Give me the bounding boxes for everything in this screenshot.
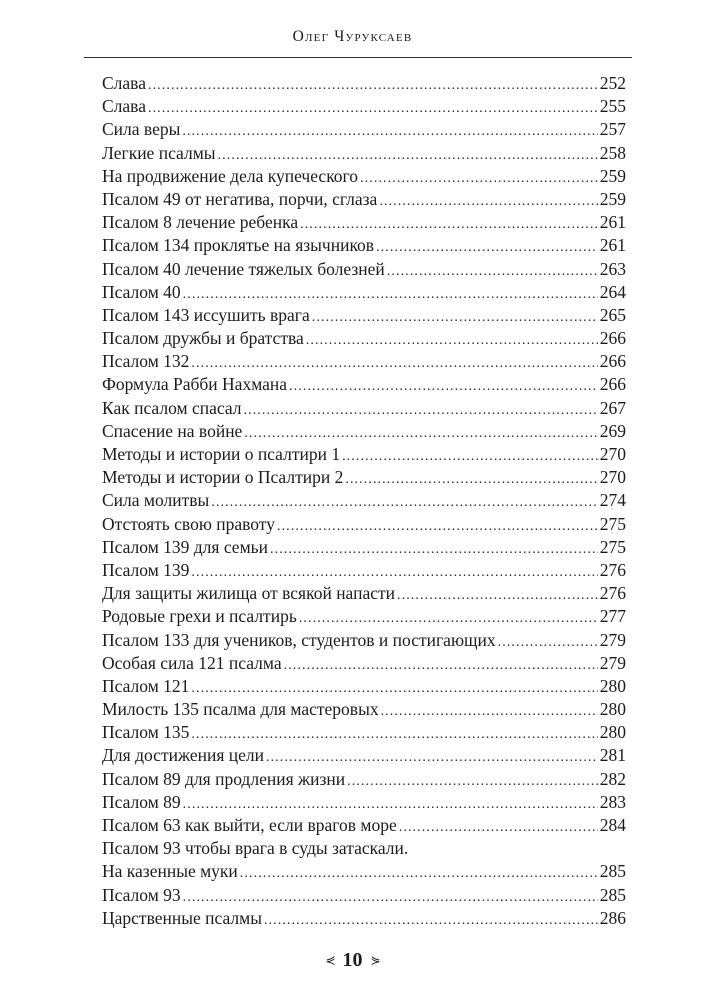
toc-entry: [102, 721, 626, 744]
toc-entry-title: Псалом 89 для продления жизни: [102, 768, 346, 789]
dot-leader: [218, 144, 598, 167]
toc-entry-page: 283: [599, 791, 626, 812]
dot-leader: [387, 260, 598, 283]
toc-entry-title: Псалом дружбы и братства: [102, 328, 304, 349]
toc-entry-page: 275: [599, 536, 626, 557]
dot-leader: [397, 584, 598, 607]
dot-leader: [191, 723, 597, 746]
toc-entry-page: 281: [599, 745, 626, 766]
toc-entry-title: Родовые грехи и псалтирь: [102, 606, 297, 627]
toc-entry-title: Псалом 93: [102, 884, 181, 905]
toc-entry-title: Псалом 63 как выйти, если врагов море: [102, 815, 397, 835]
toc-entry-page: 270: [599, 444, 626, 464]
toc-entry: [102, 860, 626, 883]
toc-entry-title: Псалом 132: [102, 351, 190, 372]
toc-entry: [102, 234, 626, 257]
toc-entry: [102, 443, 626, 466]
toc-entry-title: Отстоять свою правоту: [102, 513, 275, 534]
dot-leader: [191, 677, 597, 700]
toc-entry-page: 270: [599, 467, 626, 488]
toc-entry: [102, 420, 626, 443]
toc-entry: [102, 513, 626, 536]
toc-entry: [102, 165, 626, 188]
dot-leader: [345, 468, 597, 491]
toc-entry: [102, 489, 626, 512]
dot-leader: [244, 399, 598, 422]
toc-entry: [102, 837, 626, 860]
dot-leader: [183, 886, 598, 909]
toc-entry-title: На продвижение дела купеческого: [102, 165, 359, 186]
toc-entry: [102, 327, 626, 350]
toc-entry-title: Слава: [102, 73, 146, 93]
toc-entry-page: 261: [599, 212, 626, 233]
toc-entry: [102, 536, 626, 559]
toc-entry: [102, 907, 626, 930]
toc-entry-title: Псалом 93 чтобы врага в суды затаскали.: [102, 838, 409, 859]
toc-entry: [102, 118, 626, 141]
dot-leader: [211, 491, 597, 514]
toc-entry-title: Сила веры: [102, 119, 181, 140]
toc-entry-title: Особая сила 121 псалма: [102, 652, 282, 673]
toc-entry-title: Слава: [102, 96, 146, 117]
toc-entry-page: 284: [599, 815, 626, 835]
toc-entry-page: 280: [599, 722, 626, 743]
toc-entry-title: Для защиты жилища от всякой напасти: [102, 583, 396, 604]
dot-leader: [148, 97, 598, 120]
toc-entry-page: 276: [599, 559, 626, 580]
dot-leader: [191, 352, 597, 375]
dot-leader: [300, 213, 598, 236]
dot-leader: [360, 167, 598, 190]
toc-entry-title: Для достижения цели: [102, 745, 264, 766]
toc-entry: [102, 582, 626, 605]
running-header: Олег Чуруксаев: [292, 28, 413, 45]
toc-entry-title: Псалом 133 для учеников, студентов и постигающих: [102, 629, 496, 650]
toc-entry-page: 269: [599, 420, 626, 441]
toc-entry-title: На казенные муки: [102, 861, 238, 882]
toc-entry: [102, 350, 626, 373]
toc-entry-title: Псалом 139 для семьи: [102, 536, 268, 557]
toc-entry: [102, 768, 626, 791]
dot-leader: [183, 283, 598, 306]
page-number: 10: [342, 949, 363, 971]
toc-entry-title: Псалом 89: [102, 791, 181, 812]
dot-leader: [379, 190, 597, 213]
ornament-left-icon: ⋞: [325, 953, 335, 967]
dot-leader: [312, 306, 598, 329]
toc-entry-page: 280: [599, 675, 626, 696]
toc-entry-page: 282: [599, 768, 626, 789]
toc-entry: [102, 675, 626, 698]
toc-entry: [102, 281, 626, 304]
toc-entry-title: Псалом 40: [102, 281, 181, 302]
toc-entry-title: Сила молитвы: [102, 490, 210, 511]
toc-entry-page: 258: [599, 142, 626, 163]
header-rule: [84, 57, 632, 58]
toc-entry-title: Псалом 143 иссушить врага: [102, 304, 310, 325]
toc-entry-title: Как псалом спасал: [102, 397, 242, 418]
toc-entry: [102, 814, 626, 837]
toc-entry-page: 275: [599, 513, 626, 534]
dot-leader: [289, 375, 598, 398]
toc-entry: [102, 95, 626, 118]
toc-entry-title: Легкие псалмы: [102, 142, 216, 163]
toc-entry-page: 276: [599, 583, 626, 604]
toc-entry-page: 285: [599, 861, 626, 882]
toc-entry-page: 263: [599, 258, 626, 279]
dot-leader: [270, 538, 598, 561]
toc-entry: [102, 304, 626, 327]
dot-leader: [266, 746, 598, 769]
toc-entry-title: Методы и истории о Псалтири 2: [102, 467, 344, 488]
toc-entry: [102, 373, 626, 396]
toc-entry-page: 266: [599, 351, 626, 372]
toc-entry-page: 252: [599, 73, 626, 93]
toc-entry: [102, 397, 626, 420]
toc-entry-page: 267: [599, 397, 626, 418]
dot-leader: [148, 74, 598, 97]
dot-leader: [284, 654, 598, 677]
toc-entry-page: 266: [599, 328, 626, 349]
toc-entry: [102, 884, 626, 907]
toc-entry: [102, 466, 626, 489]
toc-entry: [102, 791, 626, 814]
dot-leader: [183, 793, 598, 816]
toc-entry-title: Псалом 139: [102, 559, 190, 580]
toc-entry-page: 279: [599, 652, 626, 673]
toc-entry-title: Псалом 40 лечение тяжелых болезней: [102, 258, 385, 279]
dot-leader: [244, 422, 597, 445]
dot-leader: [306, 329, 598, 352]
dot-leader: [299, 607, 598, 630]
toc-entry-title: Формула Рабби Нахмана: [102, 374, 288, 395]
toc-entry-page: 279: [599, 629, 626, 650]
toc-entry: [102, 605, 626, 628]
toc-entry-page: 280: [599, 699, 626, 720]
dot-leader: [381, 700, 598, 723]
dot-leader: [498, 631, 598, 654]
dot-leader: [240, 862, 598, 885]
toc-entry-page: 259: [599, 165, 626, 186]
dot-leader: [277, 515, 598, 538]
toc-entry-title: Псалом 8 лечение ребенка: [102, 212, 299, 233]
toc-entry: [102, 629, 626, 652]
toc-entry: [102, 652, 626, 675]
toc-entry-page: 265: [599, 304, 626, 325]
toc-entry-page: 261: [599, 235, 626, 256]
dot-leader: [264, 909, 598, 932]
toc-entry-title: Милость 135 псалма для мастеровых: [102, 699, 379, 720]
dot-leader: [347, 770, 598, 793]
toc-entry-page: 266: [599, 374, 626, 395]
dot-leader: [182, 120, 597, 143]
toc-entry-page: 285: [599, 884, 626, 905]
toc-entry-page: 277: [599, 606, 626, 627]
toc-entry-title: Псалом 134 проклятье на язычников: [102, 235, 375, 256]
toc-entry: [102, 744, 626, 767]
toc-entry-page: 255: [599, 96, 626, 117]
table-of-contents: [102, 72, 626, 930]
page-footer: [0, 949, 705, 972]
toc-entry-title: Методы и истории о псалтири 1: [102, 444, 341, 464]
toc-entry: [102, 211, 626, 234]
toc-entry: [102, 72, 626, 95]
ornament-right-icon: ⋟: [370, 953, 380, 967]
toc-entry-page: 257: [599, 119, 626, 140]
toc-entry-title: Псалом 49 от негатива, порчи, сглаза: [102, 188, 378, 209]
toc-entry: [102, 559, 626, 582]
toc-entry-page: 286: [599, 907, 626, 928]
toc-entry-page: 259: [599, 188, 626, 209]
toc-entry: [102, 188, 626, 211]
toc-entry-page: 264: [599, 281, 626, 302]
dot-leader: [342, 445, 598, 468]
toc-entry: [102, 258, 626, 281]
toc-entry: [102, 698, 626, 721]
toc-entry-title: Псалом 121: [102, 675, 190, 696]
dot-leader: [191, 561, 597, 584]
toc-entry-title: Царственные псалмы: [102, 907, 262, 928]
toc-entry-page: 274: [599, 490, 626, 511]
dot-leader: [399, 816, 598, 839]
toc-entry-title: Спасение на войне: [102, 420, 243, 441]
toc-entry-title: Псалом 135: [102, 722, 190, 743]
dot-leader: [376, 236, 598, 259]
toc-entry: [102, 142, 626, 165]
